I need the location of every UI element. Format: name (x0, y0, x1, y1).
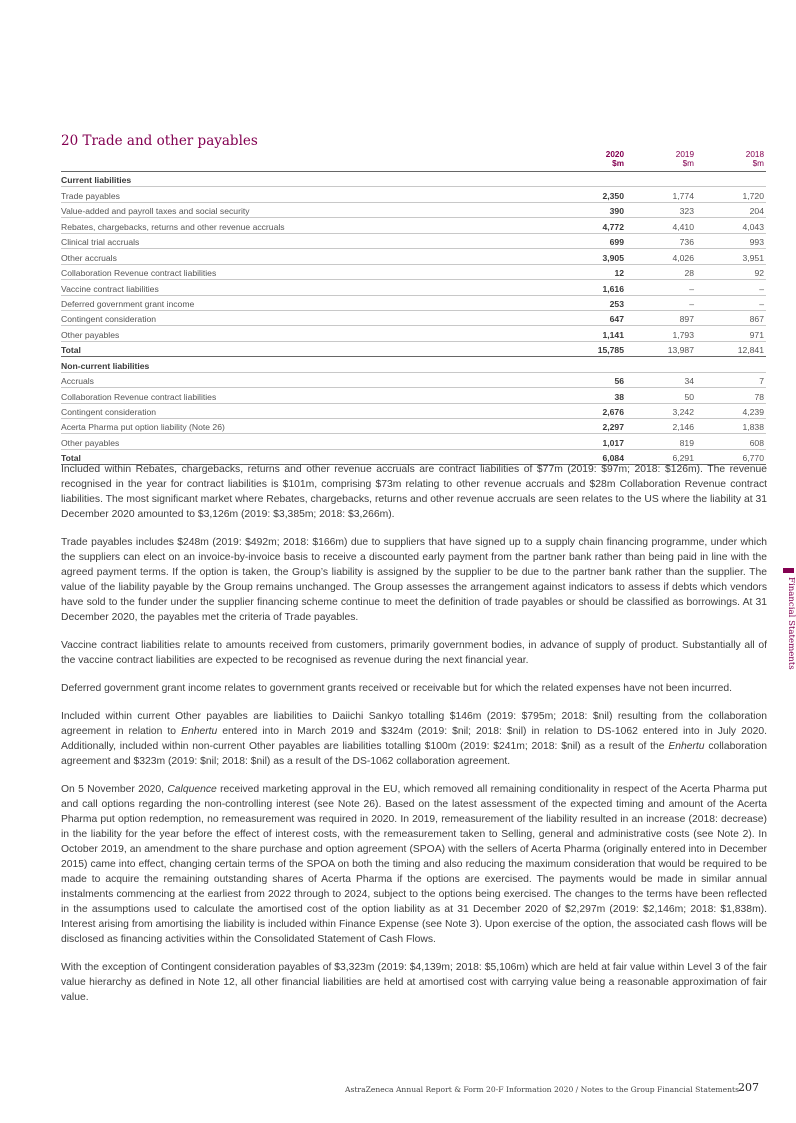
value-2018: 78 (696, 388, 766, 403)
value-2020: 2,676 (556, 403, 626, 418)
value-2020: 12 (556, 264, 626, 279)
row-label: Rebates, chargebacks, returns and other revenue accruals (61, 218, 556, 233)
value-2020: 699 (556, 233, 626, 248)
table-row (61, 249, 766, 264)
row-label: Acerta Pharma put option liability (Note 26) (61, 419, 556, 434)
value-2018: 608 (696, 434, 766, 449)
table-total-row (61, 341, 766, 356)
value-2018: 971 (696, 326, 766, 341)
paragraph-daiichi-sankyo: Included within current Other payables are liabilities to Daiichi Sankyo totalling $146m (2019: $795m; 2018: $nil) resulting from the collaboration agreement in relation to Enhertu entered into in March 2019 and $324m (2019: $nil; 2018: $nil) in relation to DS-1062 entered into in July 2020. Additionally, included within non-current Other payables are liabilities totalling $100m (2019: $241m; 2018: $nil) as a result of the Enhertu collaboration agreement and $323m (2019: $nil; 2018: $nil) as a result of the DS-1062 collaboration agreement. (61, 711, 767, 767)
value-2018: 12,841 (696, 341, 766, 356)
value-2018: 867 (696, 310, 766, 325)
value-2018: 4,239 (696, 403, 766, 418)
row-label: Contingent consideration (61, 403, 556, 418)
section-label: Non-current liabilities (61, 357, 766, 372)
row-label: Collaboration Revenue contract liabilities (61, 264, 556, 279)
table-row (61, 326, 766, 341)
value-2019: 897 (626, 310, 696, 325)
value-2019: 819 (626, 434, 696, 449)
value-2019: 6,291 (626, 449, 696, 464)
value-2019: 736 (626, 233, 696, 248)
paragraph-deferred-grant-income: Deferred government grant income relates to government grants received or receivable but for which the related expenses have not been incurred. (61, 683, 732, 694)
table-row (61, 310, 766, 325)
value-2018: 7 (696, 372, 766, 387)
page-number: 207 (738, 1081, 759, 1094)
value-2020: 2,350 (556, 187, 626, 202)
row-label: Accruals (61, 372, 556, 387)
value-2020: 390 (556, 202, 626, 217)
table-body (61, 172, 766, 465)
row-label: Vaccine contract liabilities (61, 280, 556, 295)
row-label: Value-added and payroll taxes and social security (61, 202, 556, 217)
table-row (61, 388, 766, 403)
row-label: Other accruals (61, 249, 556, 264)
table-row (61, 218, 766, 233)
side-tab-marker (783, 568, 794, 573)
value-2020: 3,905 (556, 249, 626, 264)
side-section-label: Financial Statements (786, 577, 796, 670)
value-2018: 4,043 (696, 218, 766, 233)
value-2019: – (626, 295, 696, 310)
value-2018: 6,770 (696, 449, 766, 464)
row-label: Trade payables (61, 187, 556, 202)
table-row (61, 280, 766, 295)
table-header-row (61, 150, 766, 172)
value-2020: 4,772 (556, 218, 626, 233)
value-2019: 2,146 (626, 419, 696, 434)
footer-text: AstraZeneca Annual Report & Form 20-F Information 2020 / Notes to the Group Financial Statements (345, 1085, 739, 1094)
value-2020: 1,616 (556, 280, 626, 295)
value-2018: 3,951 (696, 249, 766, 264)
value-2020: 1,017 (556, 434, 626, 449)
value-2020: 6,084 (556, 449, 626, 464)
row-label: Total (61, 341, 556, 356)
row-label: Deferred government grant income (61, 295, 556, 310)
value-2019: 13,987 (626, 341, 696, 356)
value-2018: 993 (696, 233, 766, 248)
column-header-2018: 2018 $m (696, 150, 766, 172)
table-row (61, 419, 766, 434)
value-2018: 1,720 (696, 187, 766, 202)
row-label: Contingent consideration (61, 310, 556, 325)
paragraph-vaccine-contract-liabilities: Vaccine contract liabilities relate to amounts received from customers, primarily government bodies, in advance of supply of product. Substantially all of the vaccine contract liabilities are expected to be recognised as revenue during the next financial year. (61, 640, 767, 666)
value-2019: 4,026 (626, 249, 696, 264)
row-label: Collaboration Revenue contract liabilities (61, 388, 556, 403)
value-2019: 3,242 (626, 403, 696, 418)
paragraph-acerta-pharma: On 5 November 2020, Calquence received marketing approval in the EU, which removed all remaining conditionality in respect of the Acerta Pharma put and call options regarding the non-controlling interest (see Note 26). Based on the latest assessment of the expected timing and amount of the Acerta Pharma put option redemption, no remeasurement was required in 2020. In 2019, remeasurement of the liability resulted in an increase (2018: decrease) in the liability for the year before the effect of interest costs, with the remeasurement taken to Selling, general and administrative costs (see Note 2). In October 2019, an amendment to the share purchase and option agreement (SPOA) with the sellers of Acerta Pharma (originally entered into in December 2015) came into effect, changing certain terms of the SPOA on both the timing and also reducing the maximum consideration that would be required to be made to acquire the remaining outstanding shares of Acerta Pharma if the options are exercised. The payments would be made in similar annual instalments commencing at the earliest from 2022 through to 2024, subject to the options being exercised. The changes to the terms have been reflected in the assumptions used to calculate the amortised cost of the option liability as at 31 December 2020 of $2,297m (2019: $2,146m; 2018: $1,838m). Interest arising from amortising the liability is included within Finance Expense (see Note 3). Upon exercise of the option, the associated cash flows will be disclosed as financing activities within the Consolidated Statement of Cash Flows. (61, 784, 767, 945)
row-label: Other payables (61, 326, 556, 341)
payables-table (61, 150, 766, 465)
value-2020: 253 (556, 295, 626, 310)
table-section-heading (61, 172, 766, 187)
value-2019: 28 (626, 264, 696, 279)
value-2020: 38 (556, 388, 626, 403)
value-2020: 1,141 (556, 326, 626, 341)
value-2018: – (696, 295, 766, 310)
table-row (61, 372, 766, 387)
column-header-2020: 2020 $m (556, 150, 626, 172)
value-2019: 323 (626, 202, 696, 217)
table-row (61, 233, 766, 248)
table-row (61, 403, 766, 418)
table-row (61, 264, 766, 279)
value-2019: – (626, 280, 696, 295)
section-label: Current liabilities (61, 172, 766, 187)
paragraph-fair-value: With the exception of Contingent consideration payables of $3,323m (2019: $4,139m; 2018: $5,106m) which are held at fair value within Level 3 of the fair value hierarchy as defined in Note 12, all other financial liabilities are held at amortised cost with carrying value being a reasonable approximation of fair value. (61, 962, 767, 1003)
table-row (61, 187, 766, 202)
value-2018: 92 (696, 264, 766, 279)
paragraph-contract-liabilities: Included within Rebates, chargebacks, returns and other revenue accruals are contract liabilities of $77m (2019: $97m; 2018: $126m). The revenue recognised in the year for contract liabilities is $101m, comprising $73m relating to other revenue accruals and $28m Collaboration Revenue contract liabilities. The most significant market where Rebates, chargebacks, returns and other revenue accruals are seen relates to the US where the liability at 31 December 2020 amounted to $3,126m (2019: $3,385m; 2018: $3,266m). (61, 464, 767, 520)
paragraph-supply-chain-financing: Trade payables includes $248m (2019: $492m; 2018: $166m) due to suppliers that have signed up to a supply chain financing programme, under which the suppliers can elect on an invoice-by-invoice basis to receive a discounted early payment from the partner bank rather than being paid in line with the agreed payment terms. If the option is taken, the Group’s liability is assigned by the supplier to be due to the partner bank rather than the supplier. The value of the liability payable by the Group remains unchanged. The Group assesses the arrangement against indicators to assess if debts which vendors have sold to the funder under the supplier financing scheme continue to meet the definition of trade payables or should be classified as borrowings. At 31 December 2020, the payables met the criteria of Trade payables. (61, 537, 767, 623)
section-title: 20 Trade and other payables (61, 133, 258, 149)
table-row (61, 434, 766, 449)
value-2018: – (696, 280, 766, 295)
value-2019: 1,774 (626, 187, 696, 202)
value-2020: 2,297 (556, 419, 626, 434)
value-2019: 4,410 (626, 218, 696, 233)
value-2018: 1,838 (696, 419, 766, 434)
value-2020: 647 (556, 310, 626, 325)
table-row (61, 295, 766, 310)
row-label: Other payables (61, 434, 556, 449)
value-2018: 204 (696, 202, 766, 217)
notes-body (61, 462, 767, 1018)
column-header-2019: 2019 $m (626, 150, 696, 172)
value-2020: 15,785 (556, 341, 626, 356)
table-section-heading (61, 357, 766, 372)
row-label: Total (61, 449, 556, 464)
value-2020: 56 (556, 372, 626, 387)
value-2019: 34 (626, 372, 696, 387)
value-2019: 1,793 (626, 326, 696, 341)
row-label: Clinical trial accruals (61, 233, 556, 248)
value-2019: 50 (626, 388, 696, 403)
table-row (61, 202, 766, 217)
